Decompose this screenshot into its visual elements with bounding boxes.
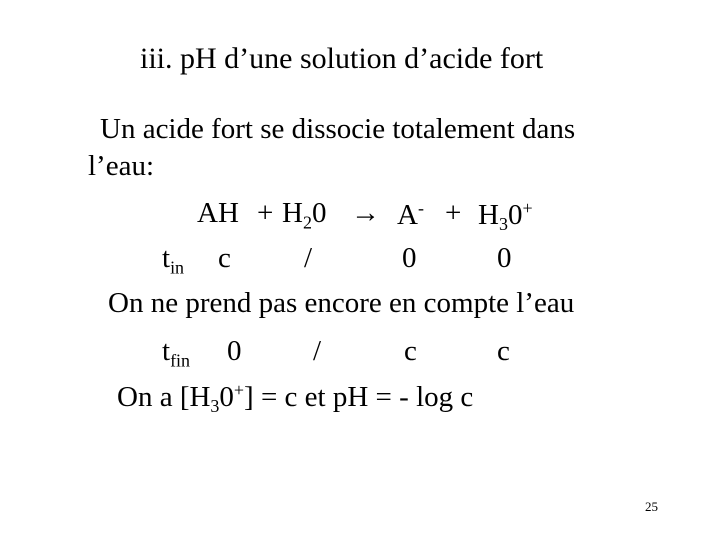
intro-line-1: Un acide fort se dissocie totalement dans — [100, 113, 576, 145]
initial-water-value: / — [304, 242, 313, 274]
equation-reactant: AH — [197, 197, 239, 229]
slide-title: iii. pH d’une solution d’acide fort — [140, 42, 544, 75]
intro-line-2: l’eau: — [88, 150, 155, 182]
initial-anion-value: 0 — [402, 242, 417, 274]
final-water-value: / — [313, 335, 322, 367]
final-state-row — [162, 337, 562, 371]
reaction-arrow: → — [351, 197, 380, 229]
water-note: On ne prend pas encore en compte l’eau — [108, 287, 575, 319]
initial-hydronium-value: 0 — [497, 242, 512, 274]
chemical-equation — [197, 199, 557, 233]
equation-plus-1: + — [257, 197, 274, 229]
initial-state-row — [162, 244, 562, 278]
equation-anion: A- — [397, 198, 424, 231]
equation-plus-2: + — [445, 197, 462, 229]
initial-time-label: $t_{in}$ — [162, 242, 185, 278]
final-hydronium-value: c — [497, 335, 510, 367]
equation-hydronium: $H_30^+$ — [478, 198, 533, 235]
page-number: 25 — [645, 499, 658, 514]
equation-water: $H_20$ — [282, 197, 327, 233]
initial-ah-value: c — [218, 242, 231, 274]
ph-conclusion: On a $[H_30^+] = c$ et pH = - log c — [117, 380, 474, 417]
final-anion-value: c — [404, 335, 417, 367]
final-ah-value: 0 — [227, 335, 242, 367]
final-time-label: $t_{fin}$ — [162, 335, 191, 371]
